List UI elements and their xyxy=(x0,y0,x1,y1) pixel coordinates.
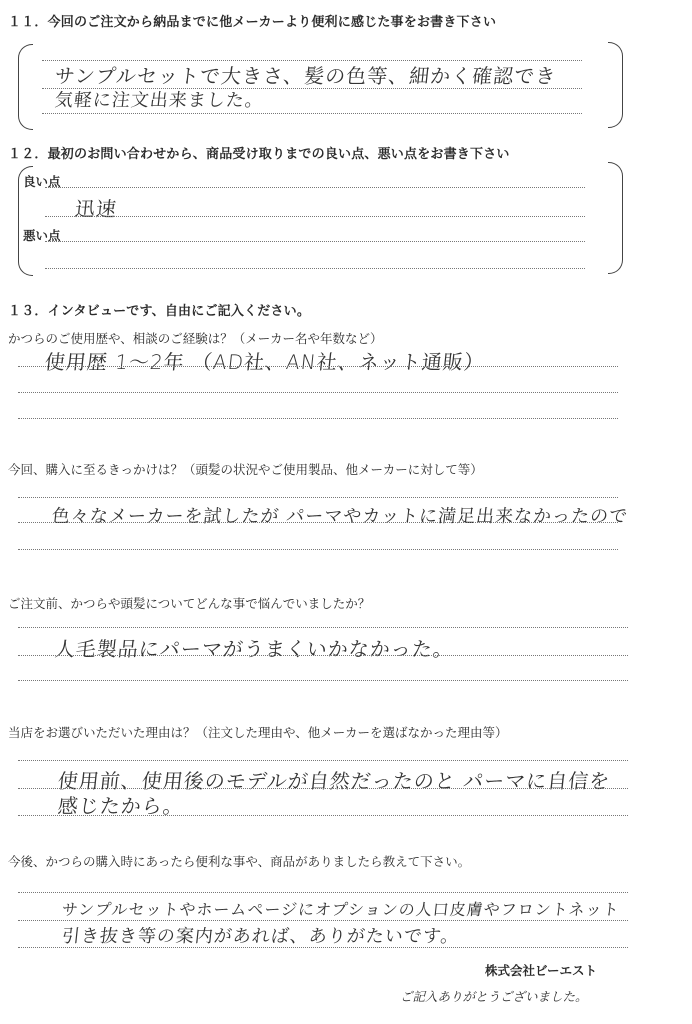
answer-line xyxy=(18,815,628,816)
answer-line xyxy=(18,549,618,550)
good-point-answer: 迅速 xyxy=(73,197,119,221)
answer-line xyxy=(18,655,628,656)
q11-heading: １１．今回のご注文から納品までに他メーカーより便利に感じた事をお書き下さい xyxy=(8,15,497,30)
q12-heading: １２．最初のお問い合わせから、商品受け取りまでの良い点、悪い点をお書き下さい xyxy=(8,147,510,162)
answer-line xyxy=(18,627,628,628)
interview-answer-1: 使用歴 1〜2年 （AD社、AN社、ネット通販） xyxy=(43,350,486,374)
q11-answer-line-1: サンプルセットで大きさ、髪の色等、細かく確認でき xyxy=(53,64,558,88)
thanks-message: ご記入ありがとうございました。 xyxy=(400,989,588,1004)
interview-answer-3: 人毛製品にパーマがうまくいかなかった。 xyxy=(53,637,456,661)
answer-line xyxy=(18,418,618,419)
answer-line xyxy=(45,268,585,269)
answer-line xyxy=(18,788,628,789)
bad-point-label: 悪い点 xyxy=(23,228,61,243)
interview-question-4: 当店をお選びいただいた理由は？（注文した理由や、他メーカーを選ばなかった理由等） xyxy=(8,725,508,740)
q11-bracket-left xyxy=(18,44,33,130)
answer-line xyxy=(18,892,628,893)
company-name: 株式会社ビーエスト xyxy=(485,963,598,978)
answer-line xyxy=(45,241,585,242)
interview-answer-5-line-2: 引き抜き等の案内があれば、ありがたいです。 xyxy=(60,926,461,947)
answer-line xyxy=(18,680,628,681)
interview-question-3: ご注文前、かつらや頭髪についてどんな事で悩んでいましたか？ xyxy=(8,596,371,611)
q11-answer-line-2: 気軽に注文出来ました。 xyxy=(53,90,265,111)
answer-line xyxy=(18,497,618,498)
interview-answer-4-line-1: 使用前、使用後のモデルが自然だったのと パーマに自信を xyxy=(56,769,612,793)
interview-answer-4-line-2: 感じたから。 xyxy=(56,794,186,818)
q13-heading: １３．インタビューです、自由にご記入ください。 xyxy=(8,304,311,319)
q12-bracket-right xyxy=(608,162,623,274)
interview-answer-5-line-1: サンプルセットやホームページにオプションの人口皮膚やフロントネット xyxy=(60,900,621,919)
answer-line xyxy=(18,920,628,921)
interview-question-2: 今回、購入に至るきっかけは？（頭髪の状況やご使用製品、他メーカーに対して等） xyxy=(8,462,483,477)
answer-line xyxy=(18,392,618,393)
interview-question-1: かつらのご使用歴や、相談のご経験は？（メーカー名や年数など） xyxy=(8,331,383,346)
q11-bracket-right xyxy=(608,42,623,128)
good-point-label: 良い点 xyxy=(23,174,61,189)
interview-answer-2: 色々なメーカーを試したが パーマやカットに満足出来なかったので xyxy=(50,506,630,527)
interview-question-5: 今後、かつらの購入時にあったら便利な事や、商品がありましたら教えて下さい。 xyxy=(8,854,471,869)
answer-line xyxy=(45,187,585,188)
answer-line xyxy=(18,522,618,523)
answer-line xyxy=(18,947,628,948)
answer-line xyxy=(42,113,582,114)
answer-line xyxy=(18,760,628,761)
answer-line xyxy=(45,216,585,217)
answer-line xyxy=(18,366,618,367)
